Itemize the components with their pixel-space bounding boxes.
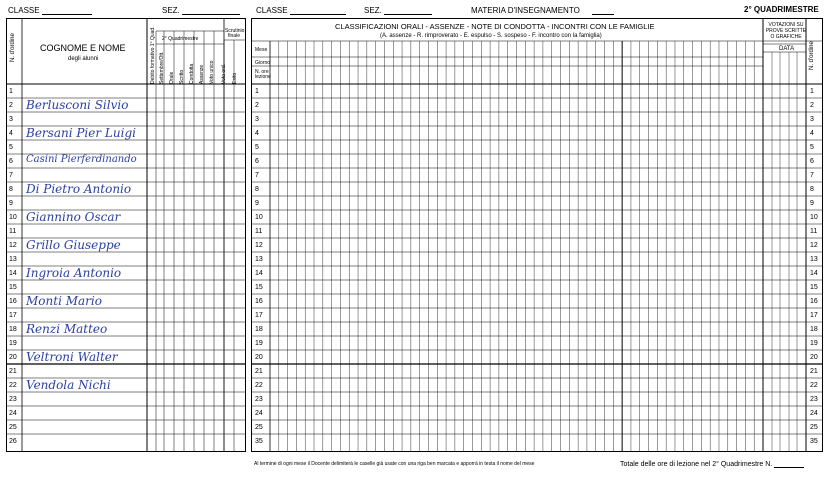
right-row-number: 20	[255, 354, 263, 361]
left-row-number: 14	[9, 270, 17, 277]
right-row-number: 17	[255, 312, 263, 319]
student-name: Vendola Nichi	[26, 378, 111, 392]
right-row-number: 35	[255, 438, 263, 445]
left-row-number: 17	[9, 312, 17, 319]
left-row-number: 19	[9, 340, 17, 347]
right-row-number: 11	[255, 228, 263, 235]
right-edge-row-number: 8	[810, 186, 814, 193]
left-row-number: 21	[9, 368, 17, 375]
student-name: Berlusconi Silvio	[26, 98, 129, 112]
right-row-number: 22	[255, 382, 263, 389]
col-assenze-label: Assenze	[199, 64, 205, 84]
right-edge-row-number: 15	[810, 284, 818, 291]
votazioni-label: VOTAZIONI SU PROVE SCRITTE O GRAFICHE	[765, 22, 807, 40]
right-row-number: 24	[255, 410, 263, 417]
right-edge-row-number: 6	[810, 158, 814, 165]
right-row-number: 19	[255, 340, 263, 347]
student-name: Giannino Oscar	[26, 210, 121, 224]
classe-label-left: CLASSE	[8, 6, 92, 15]
left-row-number: 24	[9, 410, 17, 417]
left-ordine-label: N. d'ordine	[10, 33, 16, 62]
right-edge-row-number: 5	[810, 144, 814, 151]
student-name: Ingroia Antonio	[26, 266, 122, 280]
col-condotta-label: Condotta	[189, 63, 195, 84]
left-row-number: 5	[9, 144, 13, 151]
col-voto-ord-label: Voto ord.	[221, 63, 227, 84]
right-row-number: 23	[255, 396, 263, 403]
right-row-number: 5	[255, 144, 259, 151]
left-row-number: 1	[9, 88, 13, 95]
right-edge-row-number: 11	[810, 228, 818, 235]
left-row-number: 20	[9, 354, 17, 361]
right-row-number: 1	[255, 88, 259, 95]
right-edge-row-number: 9	[810, 200, 814, 207]
left-row-number: 25	[9, 424, 17, 431]
quad-label: 2° Quadrimestre	[162, 36, 199, 42]
right-row-number: 18	[255, 326, 263, 333]
right-edge-row-number: 14	[810, 270, 818, 277]
left-row-number: 11	[9, 228, 17, 235]
col-esito-label: Esito	[232, 72, 238, 84]
right-row-number: 21	[255, 368, 263, 375]
footer-total: Totale delle ore di lezione nel 2° Quadrimestre N.	[620, 460, 804, 468]
right-edge-row-number: 13	[810, 256, 818, 263]
left-row-number: 6	[9, 158, 13, 165]
student-name: Veltroni Walter	[26, 350, 118, 364]
student-name: Bersani Pier Luigi	[26, 126, 136, 140]
right-row-number: 16	[255, 298, 263, 305]
student-name: Di Pietro Antonio	[26, 182, 132, 196]
right-edge-row-number: 20	[810, 354, 818, 361]
right-row-number: 6	[255, 158, 259, 165]
lezione-label: N. ore lezione	[255, 69, 271, 80]
left-row-number: 12	[9, 242, 17, 249]
col-settembre-label: Settembre/Ott.	[159, 51, 165, 84]
right-row-number: 2	[255, 102, 259, 109]
right-edge-row-number: 21	[810, 368, 818, 375]
right-edge-row-number: 4	[810, 130, 814, 137]
right-row-number: 9	[255, 200, 259, 207]
right-row-number: 15	[255, 284, 263, 291]
left-row-number: 2	[9, 102, 13, 109]
right-edge-row-number: 2	[810, 102, 814, 109]
right-row-number: 13	[255, 256, 263, 263]
left-row-number: 15	[9, 284, 17, 291]
left-row-number: 18	[9, 326, 17, 333]
giorno-label: Giorno	[255, 60, 271, 66]
left-row-number: 9	[9, 200, 13, 207]
right-row-number: 3	[255, 116, 259, 123]
student-name: Renzi Matteo	[26, 322, 108, 336]
sez-label-right: SEZ.	[364, 6, 432, 15]
right-row-number: 10	[255, 214, 263, 221]
right-edge-row-number: 35	[810, 438, 818, 445]
right-edge-row-number: 18	[810, 326, 818, 333]
right-register-panel	[251, 18, 823, 452]
right-panel-legend: (A. assenze - R. rimproverato - E. espulso - S. sospeso - F. incontro con la famiglia)	[380, 33, 602, 39]
right-edge-row-number: 16	[810, 298, 818, 305]
right-edge-row-number: 12	[810, 242, 818, 249]
left-row-number: 26	[9, 438, 17, 445]
left-row-number: 4	[9, 130, 13, 137]
left-row-number: 10	[9, 214, 17, 221]
sez-label-left: SEZ.	[162, 6, 240, 15]
student-name: Casini Pierferdinando	[26, 154, 137, 165]
classe-label-right: CLASSE	[256, 6, 346, 15]
col-scritto-label: Scritto	[179, 69, 185, 84]
right-row-number: 8	[255, 186, 259, 193]
right-edge-row-number: 24	[810, 410, 818, 417]
cognome-title: COGNOME E NOME	[40, 43, 126, 53]
left-row-number: 16	[9, 298, 17, 305]
col-voto-label: Voto unico	[209, 60, 215, 84]
materia-label: MATERIA D'INSEGNAMENTO	[471, 6, 614, 15]
right-row-number: 4	[255, 130, 259, 137]
right-row-number: 14	[255, 270, 263, 277]
right-row-number: 25	[255, 424, 263, 431]
left-row-number: 8	[9, 186, 13, 193]
mese-label: Mese	[255, 47, 268, 53]
right-ordine-label: N. d'ordine	[809, 41, 815, 70]
right-edge-row-number: 25	[810, 424, 818, 431]
right-edge-row-number: 3	[810, 116, 814, 123]
col-debito-label: Debito formativo 1° Quad.	[150, 26, 156, 84]
right-edge-row-number: 17	[810, 312, 818, 319]
data-label: DATA	[779, 46, 795, 52]
right-row-number: 12	[255, 242, 263, 249]
col-orale-label: Orale	[169, 71, 175, 84]
left-row-number: 23	[9, 396, 17, 403]
quadrimestre-title: 2° QUADRIMESTRE	[744, 5, 819, 14]
student-name: Grillo Giuseppe	[26, 238, 121, 252]
scrutinio-label: Scrutinio finale	[225, 28, 245, 39]
left-row-number: 22	[9, 382, 17, 389]
footer-total-field[interactable]	[774, 460, 804, 468]
left-row-number: 13	[9, 256, 17, 263]
right-panel-title: CLASSIFICAZIONI ORALI - ASSENZE - NOTE DI CONDOTTA - INCONTRI CON LE FAMIGLIE	[335, 22, 655, 31]
left-row-number: 3	[9, 116, 13, 123]
right-edge-row-number: 1	[810, 88, 814, 95]
right-edge-row-number: 22	[810, 382, 818, 389]
right-edge-row-number: 7	[810, 172, 814, 179]
left-row-number: 7	[9, 172, 13, 179]
right-row-number: 7	[255, 172, 259, 179]
cognome-subtitle: degli alunni	[68, 56, 99, 62]
student-name: Monti Mario	[26, 294, 102, 308]
right-edge-row-number: 19	[810, 340, 818, 347]
right-edge-row-number: 23	[810, 396, 818, 403]
footer-note: Al termine di ogni mese il Docente delimiterà le caselle già usate con una riga ben marcata e apporrà in testa il nome del mese	[254, 461, 535, 467]
right-edge-row-number: 10	[810, 214, 818, 221]
